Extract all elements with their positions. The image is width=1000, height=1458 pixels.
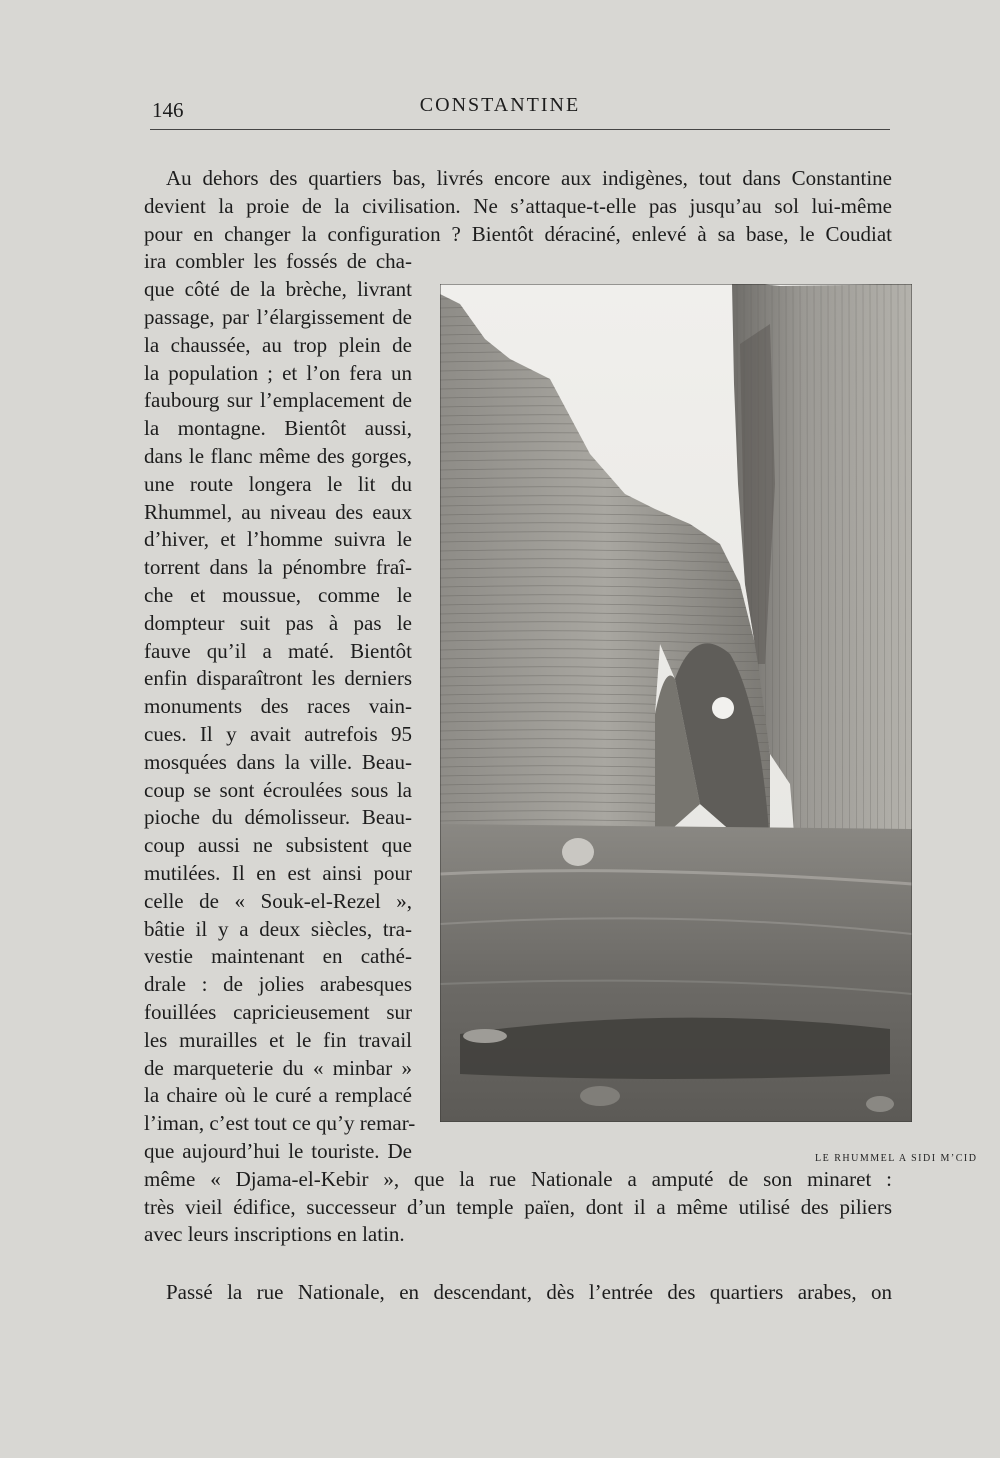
text-line: passage, par l’élargissement de xyxy=(144,305,412,329)
text-line: vestie maintenant en cathé- xyxy=(144,944,412,969)
figure-caption: LE RHUMMEL A SIDI M’CID xyxy=(815,1153,978,1164)
text-line: monuments des races vain- xyxy=(144,694,412,719)
text-line: drale : de jolies arabesques xyxy=(144,972,412,997)
text-line: enfin disparaîtront les derniers xyxy=(144,666,412,691)
gorge-photo-illustration xyxy=(440,284,912,1122)
text-line: très vieil édifice, successeur d’un temple païen, dont il a même utilisé des piliers xyxy=(144,1194,892,1219)
text-line: dompteur suit pas à pas le xyxy=(144,610,412,635)
text-line: d’hiver, et l’homme suivra le xyxy=(144,527,412,552)
text-line: faubourg sur l’emplacement de xyxy=(144,388,412,413)
text-line: Passé la rue Nationale, en descendant, dès l’entrée des quartiers arabes, on xyxy=(166,1280,892,1304)
text-line: Au dehors des quartiers bas, livrés encore aux indigènes, tout dans Constantine xyxy=(166,166,892,190)
text-line: avec leurs inscriptions en latin. xyxy=(144,1222,405,1247)
text-line: Rhummel, au niveau des eaux xyxy=(144,499,412,524)
running-title: CONSTANTINE xyxy=(419,94,581,116)
text-line: coup se sont écroulées sous la xyxy=(144,777,412,802)
text-line: ira combler les fossés de cha- xyxy=(144,249,412,274)
text-line: che et moussue, comme le xyxy=(144,583,412,607)
text-line: cues. Il y avait autrefois 95 xyxy=(144,722,412,746)
text-line: mutilées. Il en est ainsi pour xyxy=(144,861,412,885)
text-line: que aujourd’hui le touriste. De xyxy=(144,1139,412,1163)
text-line: coup aussi ne subsistent que xyxy=(144,833,412,858)
text-line: torrent dans la pénombre fraî- xyxy=(144,555,412,580)
text-line: pour en changer la configuration ? Bientôt déraciné, enlevé à sa base, le Coudiat xyxy=(144,221,892,246)
text-line: dans le flanc même des gorges, xyxy=(144,444,412,468)
text-line: même « Djama-el-Kebir », que la rue Nationale a amputé de son minaret : xyxy=(144,1166,892,1191)
text-line: les murailles et le fin travail xyxy=(144,1027,412,1052)
page-number: 146 xyxy=(152,98,184,122)
text-line: devient la proie de la civilisation. Ne s’attaque-t-elle pas jusqu’au sol lui-même xyxy=(144,193,892,218)
header-rule xyxy=(150,129,890,130)
text-line: fouillées capricieusement sur xyxy=(144,1000,412,1024)
text-line: la chaussée, au trop plein de xyxy=(144,332,412,357)
text-line: mosquées dans la ville. Beau- xyxy=(144,749,412,774)
text-line: pioche du démolisseur. Beau- xyxy=(144,805,412,830)
text-line: l’iman, c’est tout ce qu’y remar- xyxy=(144,1111,416,1136)
text-line: la montagne. Bientôt aussi, xyxy=(144,416,412,441)
text-line: la population ; et l’on fera un xyxy=(144,360,412,385)
text-line: celle de « Souk-el-Rezel », xyxy=(144,888,412,913)
text-line: la chaire où le curé a remplacé xyxy=(144,1083,412,1108)
text-line: que côté de la brèche, livrant xyxy=(144,277,412,302)
text-line: fauve qu’il a maté. Bientôt xyxy=(144,638,412,663)
gorge-photograph xyxy=(440,284,912,1122)
text-line: de marqueterie du « minbar » xyxy=(144,1055,412,1080)
page-header xyxy=(0,0,1000,140)
text-line: une route longera le lit du xyxy=(144,471,412,496)
text-line: bâtie il y a deux siècles, tra- xyxy=(144,916,412,941)
